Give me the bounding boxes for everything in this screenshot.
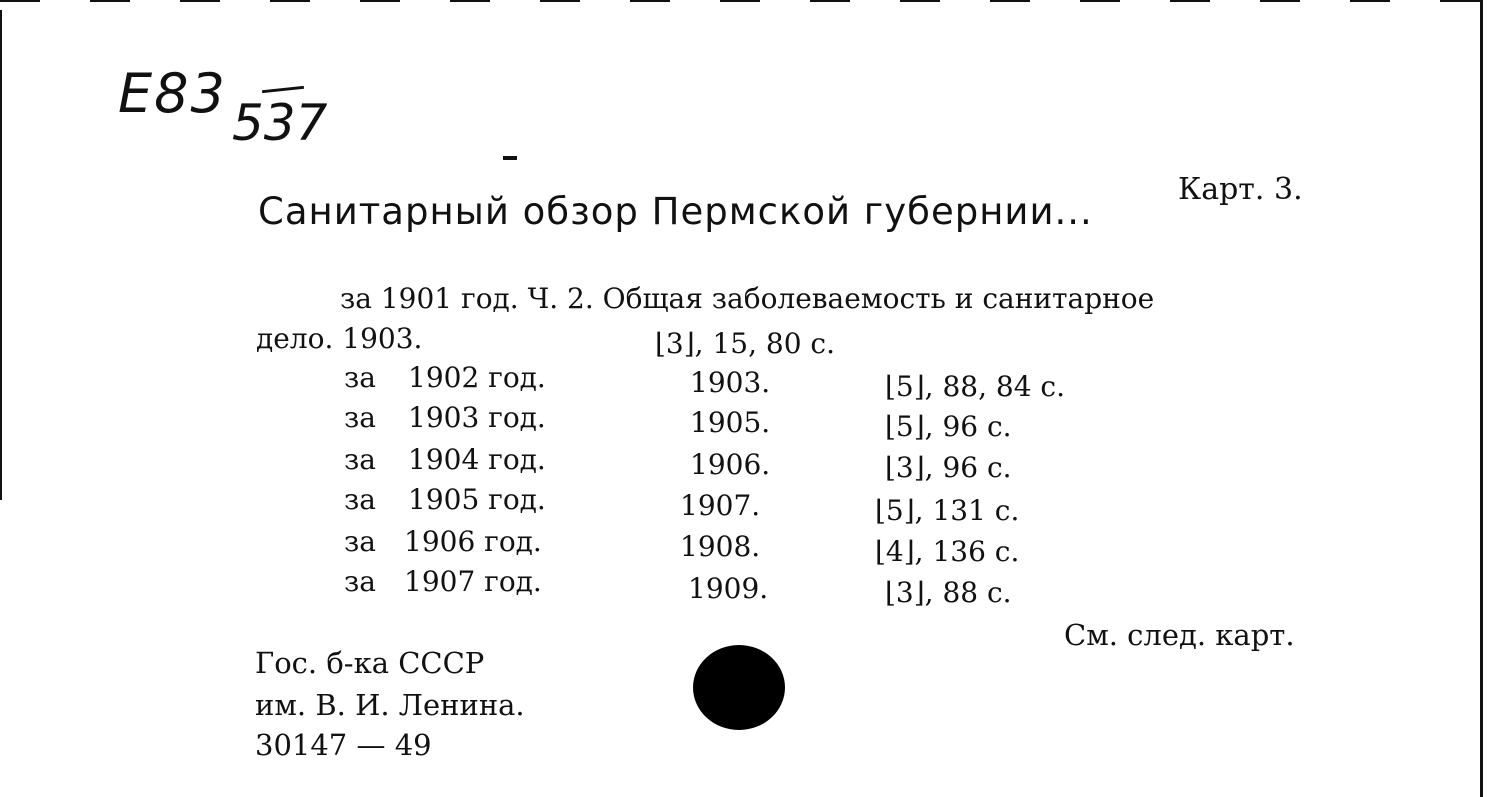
entry-4-year: 1904 год. xyxy=(408,443,546,476)
entry-3-year: 1903 год. xyxy=(408,401,546,434)
card-top-border xyxy=(0,0,1489,2)
entry-3-prefix: за xyxy=(344,401,376,434)
entry-2-ref: ⌊5⌋, 88, 84 с. xyxy=(885,370,1066,403)
entry-1-line1: за 1901 год. Ч. 2. Общая заболеваемость и санитарное xyxy=(340,282,1155,315)
entry-6-pub: 1908. xyxy=(680,530,761,563)
card-right-border xyxy=(1480,0,1483,797)
entry-2-year: 1902 год. xyxy=(408,361,546,394)
entry-5-ref: ⌊5⌋, 131 с. xyxy=(875,494,1020,527)
entry-1-line2: дело. 1903. xyxy=(256,322,423,355)
entry-2-pub: 1903. xyxy=(690,366,771,399)
punch-hole xyxy=(693,645,785,730)
card-number-label: Карт. 3. xyxy=(1178,172,1303,207)
entry-1-ref: ⌊3⌋, 15, 80 с. xyxy=(655,327,836,360)
entry-4-ref: ⌊3⌋, 96 с. xyxy=(885,451,1012,484)
entry-5-prefix: за xyxy=(344,483,376,516)
entry-4-pub: 1906. xyxy=(690,448,771,481)
entry-2-prefix: за xyxy=(344,361,376,394)
entry-7-pub: 1909. xyxy=(688,572,769,605)
entry-5-pub: 1907. xyxy=(680,489,761,522)
see-next-card-note: См. след. карт. xyxy=(1064,618,1295,652)
card-left-border xyxy=(0,10,2,500)
entry-3-pub: 1905. xyxy=(690,406,771,439)
handwritten-shelfmark: E83 xyxy=(118,62,227,125)
library-name-line2: им. В. И. Ленина. xyxy=(255,688,525,722)
document-title: Санитарный обзор Пермской губернии... xyxy=(258,190,1093,233)
entry-6-year: 1906 год. xyxy=(404,525,542,558)
ink-mark xyxy=(503,156,517,160)
entry-4-prefix: за xyxy=(344,443,376,476)
handwritten-shelfmark-number: 537 xyxy=(232,94,328,152)
entry-7-prefix: за xyxy=(344,565,376,598)
handwritten-overline xyxy=(262,86,304,93)
library-name: Гос. б-ка СССР xyxy=(255,646,485,680)
entry-7-ref: ⌊3⌋, 88 с. xyxy=(885,576,1012,609)
entry-6-prefix: за xyxy=(344,525,376,558)
entry-5-year: 1905 год. xyxy=(408,483,546,516)
entry-3-ref: ⌊5⌋, 96 с. xyxy=(885,410,1012,443)
entry-7-year: 1907 год. xyxy=(404,565,542,598)
entry-6-ref: ⌊4⌋, 136 с. xyxy=(875,535,1020,568)
print-code: 30147 — 49 xyxy=(255,728,432,762)
